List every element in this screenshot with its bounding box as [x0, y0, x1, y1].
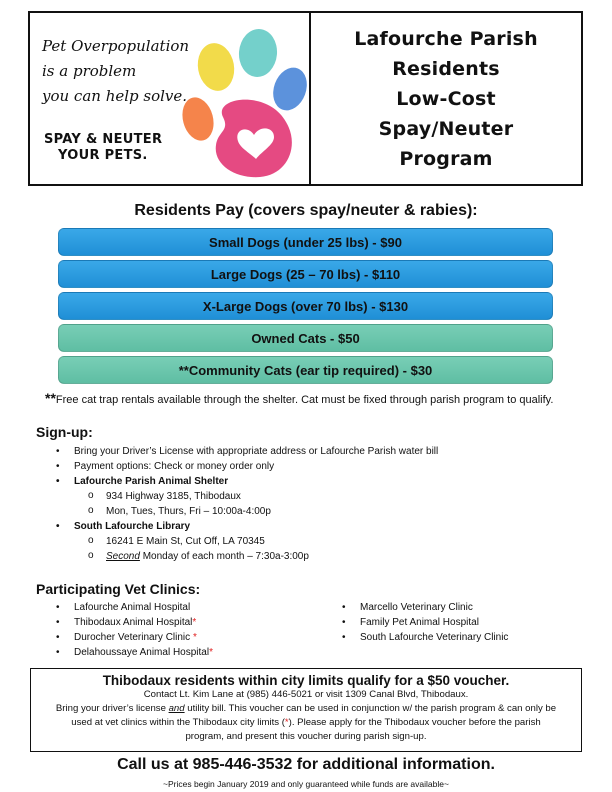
library-hours-emph: Second	[106, 551, 140, 562]
shelter-address: o 934 Highway 3185, Thibodaux	[54, 489, 438, 504]
voucher-line-3	[31, 716, 581, 730]
price-community-cats: **Community Cats (ear tip required) - $30	[58, 356, 553, 384]
vet-clinic-mark: *	[192, 617, 197, 628]
vet-clinic-mark: *	[209, 647, 213, 658]
slogan-line-2: is a problem	[42, 62, 137, 80]
vet-clinic-name: Thibodaux Animal Hospital	[74, 617, 193, 628]
vets-heading: Participating Vet Clinics:	[36, 581, 201, 597]
vet-clinic-mark: *	[192, 632, 197, 643]
price-xlarge-dogs: X-Large Dogs (over 70 lbs) - $130	[58, 292, 553, 320]
vet-clinic-item	[54, 645, 213, 660]
voucher-line-2b: utility bill. This voucher can be used in conjunction w/ the parish program & can only be	[184, 703, 557, 714]
shelter-hours: o Mon, Tues, Thurs, Fri – 10:00a-4:00p	[54, 504, 438, 519]
logo-panel	[28, 11, 311, 186]
vet-clinic-item: • South Lafourche Veterinary Clinic	[340, 630, 508, 645]
title-line-1: Lafourche Parish	[354, 27, 538, 50]
title-line-2: Residents	[392, 57, 500, 80]
shelter-name: • Lafourche Parish Animal Shelter	[54, 474, 438, 489]
pay-heading: Residents Pay (covers spay/neuter & rabies):	[134, 202, 478, 219]
voucher-box	[30, 668, 582, 752]
voucher-line-4: program, and present this voucher during parish sign-up.	[185, 731, 427, 742]
vet-clinic-item	[54, 630, 213, 645]
voucher-and: and	[168, 703, 185, 714]
title-line-3: Low-Cost	[396, 87, 496, 110]
price-small-dogs: Small Dogs (under 25 lbs) - $90	[58, 228, 553, 256]
signup-heading: Sign-up:	[36, 424, 93, 440]
price-owned-cats: Owned Cats - $50	[58, 324, 553, 352]
signup-item-payment: • Payment options: Check or money order only	[54, 459, 438, 474]
voucher-contact: Contact Lt. Kim Lane at (985) 446-5021 or visit 1309 Canal Blvd, Thibodaux.	[143, 689, 469, 700]
library-address: o 16241 E Main St, Cut Off, LA 70345	[54, 534, 438, 549]
paw-print-icon	[178, 27, 308, 182]
vet-clinic-name: Durocher Veterinary Clinic	[74, 632, 193, 643]
vet-clinic-item: • Family Pet Animal Hospital	[340, 615, 508, 630]
spay-line-1: SPAY & NEUTER	[44, 132, 163, 147]
library-hours	[54, 549, 438, 564]
signup-item-license: • Bring your Driver’s License with appropriate address or Lafourche Parish water bill	[54, 444, 438, 459]
signup-list	[54, 444, 438, 564]
vet-clinic-item: • Marcello Veterinary Clinic	[340, 600, 508, 615]
trap-note	[45, 390, 553, 406]
header	[28, 11, 583, 186]
slogan-line-1: Pet Overpopulation	[42, 37, 190, 55]
vet-clinic-item	[54, 600, 213, 615]
prices-note: ~Prices begin January 2019 and only guaranteed while funds are available~	[163, 779, 449, 789]
vets-list-right	[340, 600, 508, 645]
title-panel	[311, 11, 583, 186]
price-large-dogs: Large Dogs (25 – 70 lbs) - $110	[58, 260, 553, 288]
library-name: • South Lafourche Library	[54, 519, 438, 534]
voucher-line-2a: Bring your driver’s license	[55, 703, 169, 714]
voucher-line-3b: ). Please apply for the Thibodaux voucher before the parish	[288, 717, 541, 728]
library-hours-rest: Monday of each month – 7:30a-3:00p	[139, 551, 309, 562]
note-stars: **	[45, 390, 56, 406]
voucher-heading: Thibodaux residents within city limits qualify for a $50 voucher.	[102, 673, 510, 688]
slogan-line-3: you can help solve.	[42, 87, 188, 105]
voucher-asterisk: *	[284, 717, 289, 728]
title-line-4: Spay/Neuter	[378, 117, 514, 140]
voucher-line-2	[31, 702, 581, 716]
vets-list-left	[54, 600, 213, 660]
note-text: Free cat trap rentals available through the shelter. Cat must be fixed through parish program to qualify.	[55, 394, 554, 406]
spay-line-2: YOUR PETS.	[58, 148, 148, 163]
title-line-5: Program	[399, 147, 493, 170]
vet-clinic-item	[54, 615, 213, 630]
vet-clinic-name: Delahoussaye Animal Hospital	[74, 647, 210, 658]
call-line: Call us at 985-446-3532 for additional information.	[117, 756, 495, 773]
voucher-line-3a: used at vet clinics within the Thibodaux city limits (	[71, 717, 285, 728]
vet-clinic-name: Lafourche Animal Hospital	[74, 602, 191, 613]
